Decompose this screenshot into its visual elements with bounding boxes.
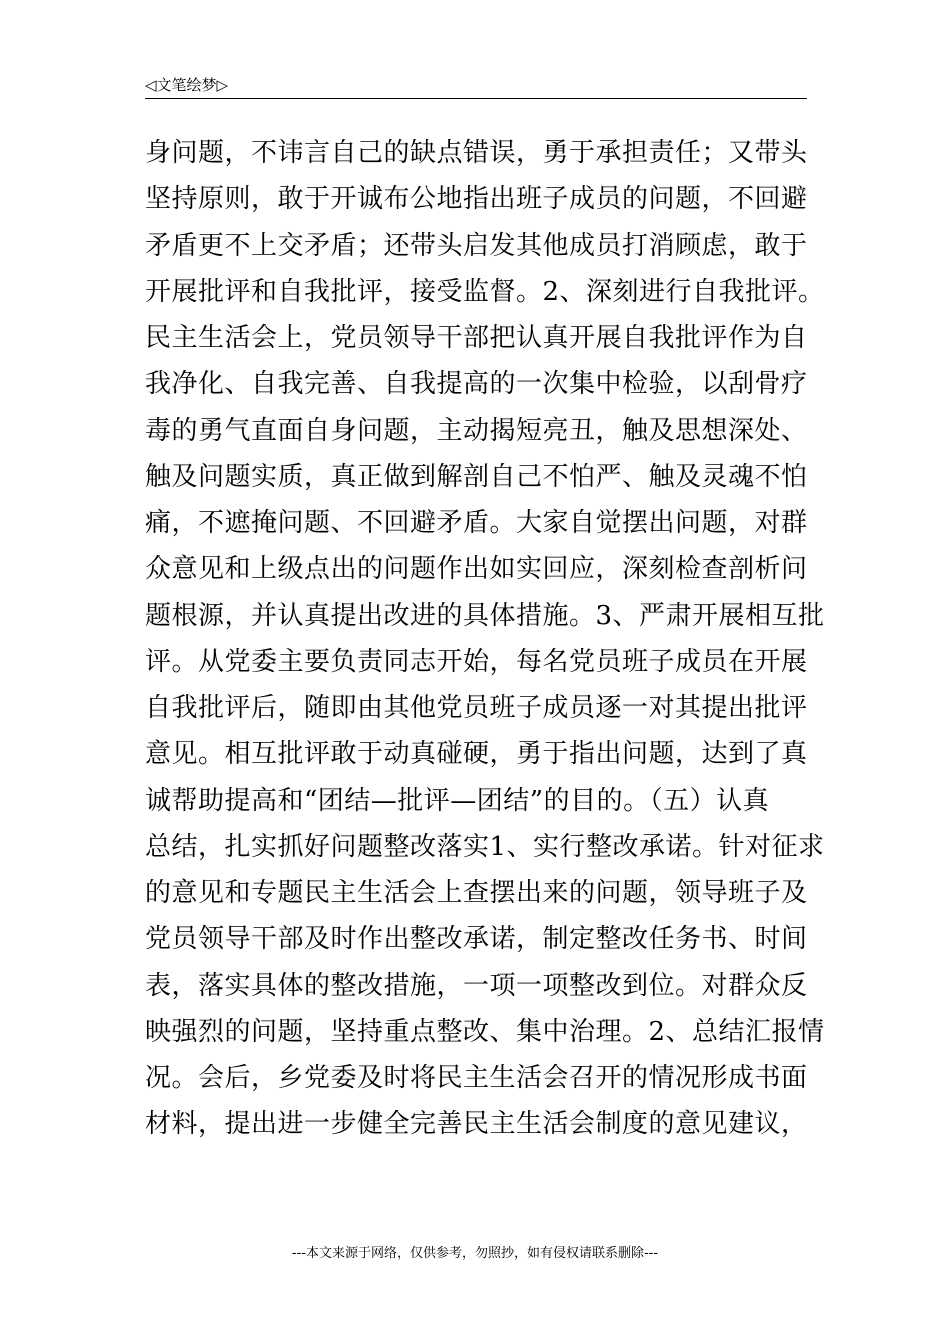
text-line: 坚持原则，敢于开诚布公地指出班子成员的问题，不回避: [145, 184, 808, 215]
page-footer-disclaimer: ---本文来源于网络，仅供参考，勿照抄，如有侵权请联系删除---: [291, 1246, 659, 1261]
text-line: 题根源，并认真提出改进的具体措施。3、严肃开展相互批: [145, 600, 825, 631]
text-line: 身问题，不讳言自己的缺点错误，勇于承担责任；又带头: [145, 138, 808, 168]
text-line: 我净化、自我完善、自我提高的一次集中检验，以刮骨疗: [145, 369, 808, 400]
text-line: 意见。相互批评敢于动真碰硬，勇于指出问题，达到了真: [145, 739, 808, 770]
text-line: 民主生活会上，党员领导干部把认真开展自我批评作为自: [145, 323, 808, 353]
header-divider: [145, 98, 807, 99]
text-line: 总结，扎实抓好问题整改落实1、实行整改承诺。针对征求: [145, 831, 825, 862]
text-line: 表，落实具体的整改措施，一项一项整改到位。对群众反: [145, 970, 808, 1001]
text-line: 痛，不遮掩问题、不回避矛盾。大家自觉摆出问题，对群: [145, 508, 808, 538]
text-line: 评。从党委主要负责同志开始，每名党员班子成员在开展: [145, 646, 808, 677]
text-line: 况。会后，乡党委及时将民主生活会召开的情况形成书面: [145, 1063, 808, 1093]
text-line: 的意见和专题民主生活会上查摆出来的问题，领导班子及: [145, 878, 808, 908]
text-line: 开展批评和自我批评，接受监督。2、深刻进行自我批评。: [145, 276, 825, 307]
text-line: 矛盾更不上交矛盾；还带头启发其他成员打消顾虑，敢于: [145, 230, 808, 261]
text-line: 众意见和上级点出的问题作出如实回应，深刻检查剖析问: [145, 554, 808, 585]
text-line: 映强烈的问题，坚持重点整改、集中治理。2、总结汇报情: [145, 1016, 825, 1047]
text-line: 毒的勇气直面自身问题，主动揭短亮丑，触及思想深处、: [145, 415, 808, 446]
text-line: 材料，提出进一步健全完善民主生活会制度的意见建议，: [145, 1109, 808, 1140]
text-line: 诚帮助提高和“团结—批评—团结”的目的。（五）认真: [145, 785, 770, 816]
text-line: 触及问题实质，真正做到解剖自己不怕严、触及灵魂不怕: [145, 461, 808, 492]
body-text: [145, 130, 825, 1148]
page-header-title: ◁文笔绘梦▷: [145, 76, 229, 94]
text-line: 自我批评后，随即由其他党员班子成员逐一对其提出批评: [145, 693, 808, 723]
text-line: 党员领导干部及时作出整改承诺，制定整改任务书、时间: [145, 924, 808, 955]
